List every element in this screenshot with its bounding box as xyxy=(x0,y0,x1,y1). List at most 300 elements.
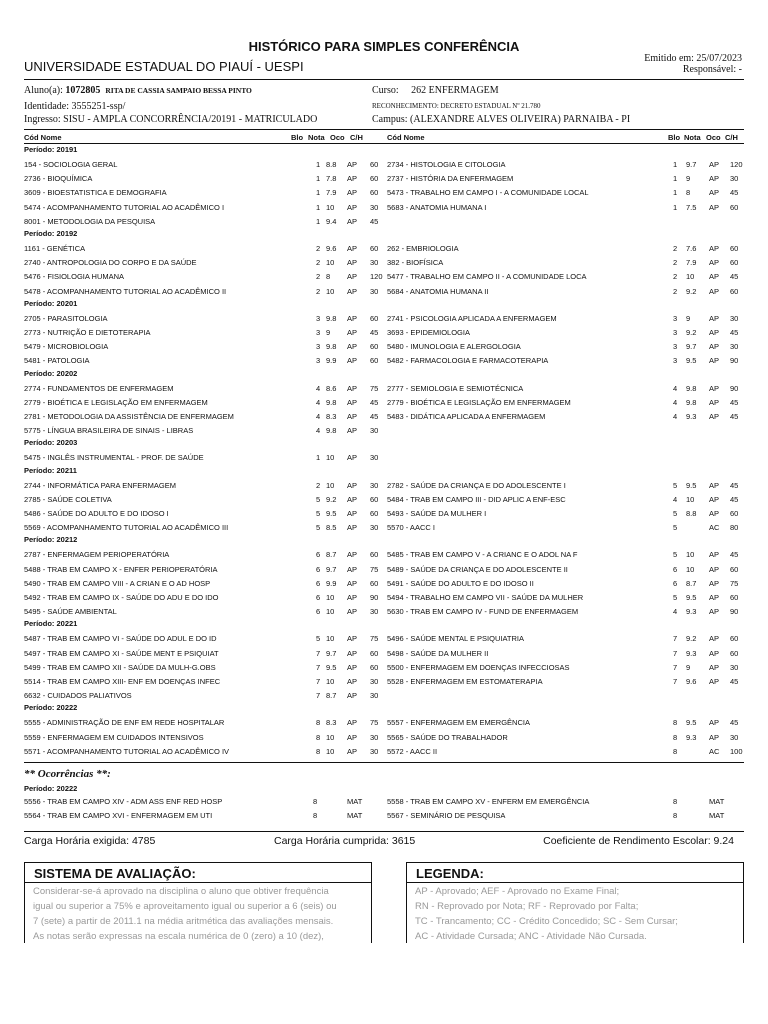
grade-value: 10 xyxy=(326,607,335,617)
block-value: 6 xyxy=(316,564,321,574)
occurrence-value: AP xyxy=(347,313,358,323)
grade-value: 9.8 xyxy=(326,397,337,407)
grade-value: 9 xyxy=(686,174,691,184)
grade-value: 9 xyxy=(686,313,691,323)
occurrence-value: AP xyxy=(347,258,358,268)
table-row xyxy=(0,398,768,411)
block-value: 6 xyxy=(316,550,321,560)
grade-value: 10 xyxy=(326,593,335,602)
block-value: 2 xyxy=(316,286,321,296)
block-value: 6 xyxy=(316,578,321,588)
grade-value: 7.9 xyxy=(326,188,337,198)
occurrence-value: AP xyxy=(347,677,358,686)
occurrence-value: AP xyxy=(347,202,358,212)
occurrence-value: AP xyxy=(709,648,720,658)
table-row xyxy=(0,328,768,341)
course-name: 5498 - SAÚDE DA MULHER II xyxy=(387,648,489,658)
hours-value: 90 xyxy=(730,383,739,393)
table-row xyxy=(0,314,768,327)
hours-value: 30 xyxy=(730,174,739,184)
hours-value: 45 xyxy=(730,718,739,728)
block-value: 8 xyxy=(316,732,321,742)
hours-value: 60 xyxy=(370,244,379,253)
hours-value: 45 xyxy=(730,328,739,337)
occurrence-value: AP xyxy=(347,718,358,728)
block-value: 1 xyxy=(316,160,321,169)
course-name: 5489 - SAÚDE DA CRIANÇA E DO ADOLESCENTE II xyxy=(387,564,568,574)
period-label: Período: 20222 xyxy=(24,703,78,713)
student-label: Aluno(a): xyxy=(24,85,63,96)
block-value: 4 xyxy=(316,412,321,421)
occurrence-value: AP xyxy=(347,480,358,490)
document-title: HISTÓRICO PARA SIMPLES CONFERÊNCIA xyxy=(248,39,520,54)
course-name: 5499 - TRAB EM CAMPO XII - SAÚDE DA MULH-G.OBS xyxy=(24,662,216,672)
table-row xyxy=(0,160,768,173)
grade-value: 9.7 xyxy=(326,564,337,574)
occurrence-row xyxy=(0,797,768,810)
occurrence-value: AP xyxy=(347,286,358,296)
hours-value: 120 xyxy=(730,160,743,169)
hours-value: 60 xyxy=(370,174,379,184)
course-name: 5485 - TRAB EM CAMPO V - A CRIANC E O ADOL NA F xyxy=(387,550,578,560)
course-name: 5500 - ENFERMAGEM EM DOENÇAS INFECCIOSAS xyxy=(387,662,570,672)
student-name: RITA DE CASSIA SAMPAIO BESSA PINTO xyxy=(105,86,252,95)
occurrence-value: AP xyxy=(347,662,358,672)
course-name: 5684 - ANATOMIA HUMANA II xyxy=(387,286,489,296)
admission: Ingresso: SISU - AMPLA CONCORRÊNCIA/20191 - MATRICULADO xyxy=(24,114,318,125)
hours-value: 30 xyxy=(370,453,379,463)
table-row xyxy=(0,718,768,731)
course-name: 5490 - TRAB EM CAMPO VIII - A CRIAN E O AD HOSP xyxy=(24,578,211,588)
table-row xyxy=(0,663,768,676)
course-name: 5495 - SAÚDE AMBIENTAL xyxy=(24,607,117,617)
table-row xyxy=(0,691,768,704)
occurrence-row xyxy=(0,811,768,824)
course-name: 5492 - TRAB EM CAMPO IX - SAÚDE DO ADU E DO IDO xyxy=(24,593,219,602)
course-name: 5557 - ENFERMAGEM EM EMERGÊNCIA xyxy=(387,718,530,728)
course-name: 5572 - AACC II xyxy=(387,746,438,756)
grade-value: 9.5 xyxy=(686,480,697,490)
course-name: 2737 - HISTÓRIA DA ENFERMAGEM xyxy=(387,174,514,184)
grade-value: 8.7 xyxy=(326,550,337,560)
table-row xyxy=(0,677,768,690)
block-value: 5 xyxy=(316,634,321,644)
block-value: 6 xyxy=(316,593,321,602)
table-row xyxy=(0,607,768,620)
block-value: 4 xyxy=(673,397,678,407)
block-value: 8 xyxy=(673,732,678,742)
table-row xyxy=(0,244,768,257)
block-value: 1 xyxy=(316,216,321,226)
block-value: 8 xyxy=(673,811,678,820)
block-value: 7 xyxy=(673,677,678,686)
occurrence-value: AP xyxy=(709,718,720,728)
hours-value: 45 xyxy=(730,412,739,421)
block-value: 7 xyxy=(316,662,321,672)
grade-value: 9.9 xyxy=(326,578,337,588)
evaluation-system-title: SISTEMA DE AVALIAÇÃO: xyxy=(34,866,196,881)
hours-value: 80 xyxy=(730,523,739,533)
grade-value: 10 xyxy=(326,258,335,268)
grade-value: 9.2 xyxy=(686,634,697,644)
grade-value: 9.7 xyxy=(326,648,337,658)
table-row xyxy=(0,550,768,563)
hours-value: 60 xyxy=(730,509,739,518)
occurrence-value: AP xyxy=(347,216,358,226)
grade-value: 9.3 xyxy=(686,648,697,658)
university-name: UNIVERSIDADE ESTADUAL DO PIAUÍ - UESPI xyxy=(24,59,304,74)
grade-value: 9.2 xyxy=(686,286,697,296)
block-value: 1 xyxy=(673,174,678,184)
occurrence-value: AP xyxy=(347,494,358,504)
course-name: 5775 - LÍNGUA BRASILEIRA DE SINAIS - LIBRAS xyxy=(24,426,194,436)
grade-value: 8.7 xyxy=(326,691,337,701)
occurrence-value: AP xyxy=(347,272,358,282)
block-value: 2 xyxy=(673,286,678,296)
block-value: 1 xyxy=(316,453,321,463)
course-name: 3609 - BIOESTATISTICA E DEMOGRAFIA xyxy=(24,188,167,198)
grade-value: 9.6 xyxy=(326,244,337,253)
hours-value: 60 xyxy=(370,662,379,672)
grade-value: 10 xyxy=(326,746,335,756)
block-value: 1 xyxy=(673,188,678,198)
course-name: 5475 - INGLÊS INSTRUMENTAL - PROF. DE SAÚDE xyxy=(24,453,204,463)
course-name: 2787 - ENFERMAGEM PERIOPERATÓRIA xyxy=(24,550,170,560)
hours-value: 45 xyxy=(370,412,379,421)
course-name: 5487 - TRAB EM CAMPO VI - SAÚDE DO ADUL E DO ID xyxy=(24,634,217,644)
hours-value: 30 xyxy=(730,662,739,672)
hours-value: 45 xyxy=(730,272,739,282)
block-value: 5 xyxy=(316,523,321,533)
grade-value: 10 xyxy=(326,202,335,212)
grade-value: 10 xyxy=(326,634,335,644)
hours-value: 45 xyxy=(730,550,739,560)
period-label: Período: 20221 xyxy=(24,619,78,629)
status-value: MAT xyxy=(347,811,363,820)
period-label: Período: 20202 xyxy=(24,368,78,378)
grade-value: 9.8 xyxy=(326,342,337,352)
grade-value: 9.5 xyxy=(326,662,337,672)
occurrence-value: AP xyxy=(709,160,720,169)
block-value: 4 xyxy=(316,383,321,393)
occurrence-value: AP xyxy=(709,244,720,253)
course-name: 5528 - ENFERMAGEM EM ESTOMATERAPIA xyxy=(387,677,543,686)
identity: Identidade: 3555251-ssp/ xyxy=(24,101,126,112)
grade-value: 9.2 xyxy=(326,494,337,504)
hours-value: 120 xyxy=(370,272,383,282)
occurrence-value: AP xyxy=(709,174,720,184)
occurrence-value: AP xyxy=(347,188,358,198)
occurrence-value: AP xyxy=(347,648,358,658)
grade-value: 10 xyxy=(326,453,335,463)
grade-value: 8 xyxy=(686,188,691,198)
table-row xyxy=(0,509,768,522)
occurrence-value: AP xyxy=(709,412,720,421)
hours-value: 30 xyxy=(370,480,379,490)
legend-title: LEGENDA: xyxy=(416,866,484,881)
course-name: 5571 - ACOMPANHAMENTO TUTORIAL AO ACADÊMICO IV xyxy=(24,746,230,756)
occurrence-value: AP xyxy=(709,550,720,560)
grade-value: 7.5 xyxy=(686,202,697,212)
emission-info xyxy=(644,53,742,75)
grade-value: 9.8 xyxy=(686,383,697,393)
occurrence-value: AP xyxy=(709,480,720,490)
occurrence-value: AP xyxy=(347,732,358,742)
hours-value: 30 xyxy=(370,732,379,742)
grade-value: 9 xyxy=(326,328,331,337)
occurrence-value: AP xyxy=(347,383,358,393)
hours-value: 60 xyxy=(730,244,739,253)
status-value: MAT xyxy=(709,797,725,806)
course-name: 5558 - TRAB EM CAMPO XV - ENFERM EM EMERGÊNCIA xyxy=(387,797,590,806)
occurrence-value: AP xyxy=(709,494,720,504)
grade-value: 7.6 xyxy=(686,244,697,253)
table-row xyxy=(0,272,768,285)
grade-value: 8.7 xyxy=(686,578,697,588)
block-value: 3 xyxy=(316,342,321,352)
course-name: 5494 - TRABALHO EM CAMPO VII - SAÚDE DA MULHER xyxy=(387,593,584,602)
block-value: 5 xyxy=(673,480,678,490)
block-value: 8 xyxy=(673,718,678,728)
block-value: 8 xyxy=(316,718,321,728)
table-row xyxy=(0,217,768,230)
occurrence-value: AP xyxy=(709,607,720,617)
col-occurrence-left: Oco xyxy=(330,133,345,142)
period-label: Período: 20212 xyxy=(24,535,78,545)
occurrence-value: AP xyxy=(709,383,720,393)
grade-value: 10 xyxy=(686,494,695,504)
occurrence-value: AP xyxy=(347,244,358,253)
course-name: 5488 - TRAB EM CAMPO X - ENFER PERIOPERATÓRIA xyxy=(24,564,218,574)
block-value: 4 xyxy=(673,607,678,617)
grade-value: 9.7 xyxy=(686,342,697,352)
course-name: 154 - SOCIOLOGIA GERAL xyxy=(24,160,118,169)
block-value: 2 xyxy=(673,272,678,282)
occurrence-value: AP xyxy=(709,662,720,672)
block-value: 2 xyxy=(316,244,321,253)
course-name: 5497 - TRAB EM CAMPO XI - SAÚDE MENT E PSIQUIAT xyxy=(24,648,219,658)
hours-value: 90 xyxy=(730,607,739,617)
occurrence-value: AP xyxy=(709,677,720,686)
occurrence-value: AP xyxy=(347,453,358,463)
occurrence-value: AP xyxy=(347,691,358,701)
block-value: 8 xyxy=(313,811,318,820)
hours-value: 75 xyxy=(370,564,379,574)
course-name: 5555 - ADMINISTRAÇÃO DE ENF EM REDE HOSPITALAR xyxy=(24,718,225,728)
grade-value: 8.3 xyxy=(326,718,337,728)
hours-value: 30 xyxy=(370,258,379,268)
block-value: 2 xyxy=(316,258,321,268)
course-name: 5556 - TRAB EM CAMPO XIV - ADM ASS ENF RED HOSP xyxy=(24,797,223,806)
table-row xyxy=(0,188,768,201)
grade-value: 9.3 xyxy=(686,607,697,617)
evaluation-line: igual ou superior a 75% e aproveitamento igual ou superior a 6 (seis) ou xyxy=(33,901,337,912)
table-row xyxy=(0,733,768,746)
occurrence-value: AP xyxy=(347,564,358,574)
occurrence-value: AP xyxy=(709,328,720,337)
block-value: 3 xyxy=(316,328,321,337)
block-value: 5 xyxy=(316,494,321,504)
course-name: 2734 - HISTOLOGIA E CITOLOGIA xyxy=(387,160,506,169)
occurrence-value: AP xyxy=(709,564,720,574)
course-name: 2781 - METODOLOGIA DA ASSISTÊNCIA DE ENFERMAGEM xyxy=(24,412,234,421)
grade-value: 10 xyxy=(686,564,695,574)
block-value: 5 xyxy=(316,509,321,518)
occurrence-value: AP xyxy=(709,188,720,198)
block-value: 3 xyxy=(673,328,678,337)
table-row xyxy=(0,287,768,300)
col-block-right: Blo xyxy=(668,133,681,142)
grade-value: 10 xyxy=(686,272,695,282)
course-line xyxy=(372,85,499,96)
occurrence-value: AP xyxy=(709,732,720,742)
grade-value: 9.5 xyxy=(326,509,337,518)
block-value: 8 xyxy=(313,797,318,806)
hours-value: 30 xyxy=(730,342,739,352)
grade-value: 9.2 xyxy=(686,328,697,337)
hours-value: 100 xyxy=(730,746,743,756)
occurrence-value: AP xyxy=(347,523,358,533)
block-value: 4 xyxy=(316,397,321,407)
course-name: 3693 - EPIDEMIOLOGIA xyxy=(387,328,470,337)
occurrence-value: AP xyxy=(709,509,720,518)
course-name: 5565 - SAÚDE DO TRABALHADOR xyxy=(387,732,508,742)
hours-value: 60 xyxy=(370,356,379,366)
col-grade-left: Nota xyxy=(308,133,325,142)
table-row xyxy=(0,412,768,425)
occurrence-value: AP xyxy=(709,258,720,268)
course-name: 2744 - INFORMÁTICA PARA ENFERMAGEM xyxy=(24,480,176,490)
column-header-divider xyxy=(24,143,744,144)
course-name: 2782 - SAÚDE DA CRIANÇA E DO ADOLESCENTE I xyxy=(387,480,566,490)
hours-value: 45 xyxy=(370,397,379,407)
recognition: RECONHECIMENTO: DECRETO ESTADUAL Nº 21.780 xyxy=(372,102,541,110)
course-name: 5559 - ENFERMAGEM EM CUIDADOS INTENSIVOS xyxy=(24,732,204,742)
course-name: 5479 - MICROBIOLOGIA xyxy=(24,342,109,352)
campus: Campus: (ALEXANDRE ALVES OLIVEIRA) PARNAIBA - PI xyxy=(372,114,631,125)
table-row xyxy=(0,523,768,536)
block-value: 3 xyxy=(673,342,678,352)
table-row xyxy=(0,203,768,216)
course-name: 5473 - TRABALHO EM CAMPO I - A COMUNIDADE LOCAL xyxy=(387,188,589,198)
occurrence-value: AP xyxy=(709,313,720,323)
hours-value: 60 xyxy=(730,564,739,574)
course-name: 2779 - BIOÉTICA E LEGISLAÇÃO EM ENFERMAGEM xyxy=(387,397,571,407)
block-value: 4 xyxy=(316,426,321,436)
hours-value: 30 xyxy=(370,286,379,296)
grade-value: 8.3 xyxy=(326,412,337,421)
block-value: 4 xyxy=(673,412,678,421)
col-cod-name-right: Cód Nome xyxy=(387,133,425,142)
hours-value: 45 xyxy=(730,677,739,686)
grade-value: 8.6 xyxy=(326,383,337,393)
course-name: 262 ENFERMAGEM xyxy=(411,85,499,96)
table-row xyxy=(0,384,768,397)
hours-value: 45 xyxy=(730,494,739,504)
grade-value: 9.5 xyxy=(686,356,697,366)
grade-value: 9.6 xyxy=(686,677,697,686)
hours-value: 60 xyxy=(370,494,379,504)
course-name: 2740 - ANTROPOLOGIA DO CORPO E DA SAÚDE xyxy=(24,258,197,268)
hours-value: 45 xyxy=(730,480,739,490)
grade-value: 10 xyxy=(326,732,335,742)
block-value: 7 xyxy=(316,677,321,686)
block-value: 2 xyxy=(673,244,678,253)
table-row xyxy=(0,453,768,466)
block-value: 6 xyxy=(316,607,321,617)
grade-value: 9.5 xyxy=(686,593,697,602)
occurrences-title: ** Ocorrências **: xyxy=(24,768,111,780)
grade-value: 9.5 xyxy=(686,718,697,728)
occurrence-value: AP xyxy=(709,397,720,407)
hours-value: 75 xyxy=(370,634,379,644)
grade-value: 8.5 xyxy=(326,523,337,533)
grade-value: 9.8 xyxy=(326,313,337,323)
table-row xyxy=(0,356,768,369)
course-name: 2777 - SEMIOLOGIA E SEMIOTÉCNICA xyxy=(387,383,524,393)
hours-value: 45 xyxy=(730,188,739,198)
course-name: 2779 - BIOÉTICA E LEGISLAÇÃO EM ENFERMAGEM xyxy=(24,397,208,407)
grade-value: 7.8 xyxy=(326,174,337,184)
course-name: 5514 - TRAB EM CAMPO XIII- ENF EM DOENÇAS INFEC xyxy=(24,677,221,686)
completed-hours: Carga Horária cumprida: 3615 xyxy=(274,835,416,847)
period-label: Período: 20191 xyxy=(24,145,78,154)
hours-value: 75 xyxy=(370,718,379,728)
occurrence-value: AP xyxy=(347,607,358,617)
period-label: Período: 20201 xyxy=(24,298,78,308)
student-id: 1072805 xyxy=(65,85,101,96)
hours-value: 60 xyxy=(370,648,379,658)
occurrences-period: Período: 20222 xyxy=(24,784,78,793)
occurrence-value: AP xyxy=(347,412,358,421)
hours-value: 60 xyxy=(370,578,379,588)
block-value: 3 xyxy=(673,356,678,366)
hours-value: 60 xyxy=(370,509,379,518)
status-value: MAT xyxy=(347,797,363,806)
hours-value: 30 xyxy=(370,746,379,756)
block-value: 6 xyxy=(673,564,678,574)
hours-value: 60 xyxy=(730,202,739,212)
occurrence-value: AP xyxy=(347,593,358,602)
course-name: 262 - EMBRIOLOGIA xyxy=(387,244,459,253)
block-value: 3 xyxy=(316,313,321,323)
hours-value: 45 xyxy=(730,397,739,407)
period-label: Período: 20203 xyxy=(24,438,78,448)
course-name: 5564 - TRAB EM CAMPO XVI - ENFERMAGEM EM UTI xyxy=(24,811,213,820)
col-hours-right: C/H xyxy=(725,133,738,142)
hours-value: 75 xyxy=(370,383,379,393)
performance-coefficient: Coeficiente de Rendimento Escolar: 9.24 xyxy=(543,835,734,847)
block-value: 5 xyxy=(673,593,678,602)
hours-value: 45 xyxy=(370,328,379,337)
table-top-divider xyxy=(24,129,744,130)
legend-line: RN - Reprovado por Nota; RF - Reprovado por Falta; xyxy=(415,901,639,912)
emission-date: Emitido em: 25/07/2023 xyxy=(644,53,742,64)
course-name: 5476 - FISIOLOGIA HUMANA xyxy=(24,272,125,282)
grade-value: 8.8 xyxy=(686,509,697,518)
period-label: Período: 20211 xyxy=(24,465,77,475)
hours-value: 75 xyxy=(730,578,739,588)
grade-value: 9.3 xyxy=(686,412,697,421)
block-value: 7 xyxy=(316,691,321,701)
hours-value: 60 xyxy=(370,342,379,352)
occurrence-value: AP xyxy=(347,634,358,644)
evaluation-system-text xyxy=(33,884,337,944)
evaluation-title-divider xyxy=(24,882,372,883)
grade-value: 7.9 xyxy=(686,258,697,268)
hours-value: 60 xyxy=(730,648,739,658)
evaluation-line: 7 (sete) a partir de 2011.1 na média aritmética das avaliações mensais. xyxy=(33,916,334,927)
